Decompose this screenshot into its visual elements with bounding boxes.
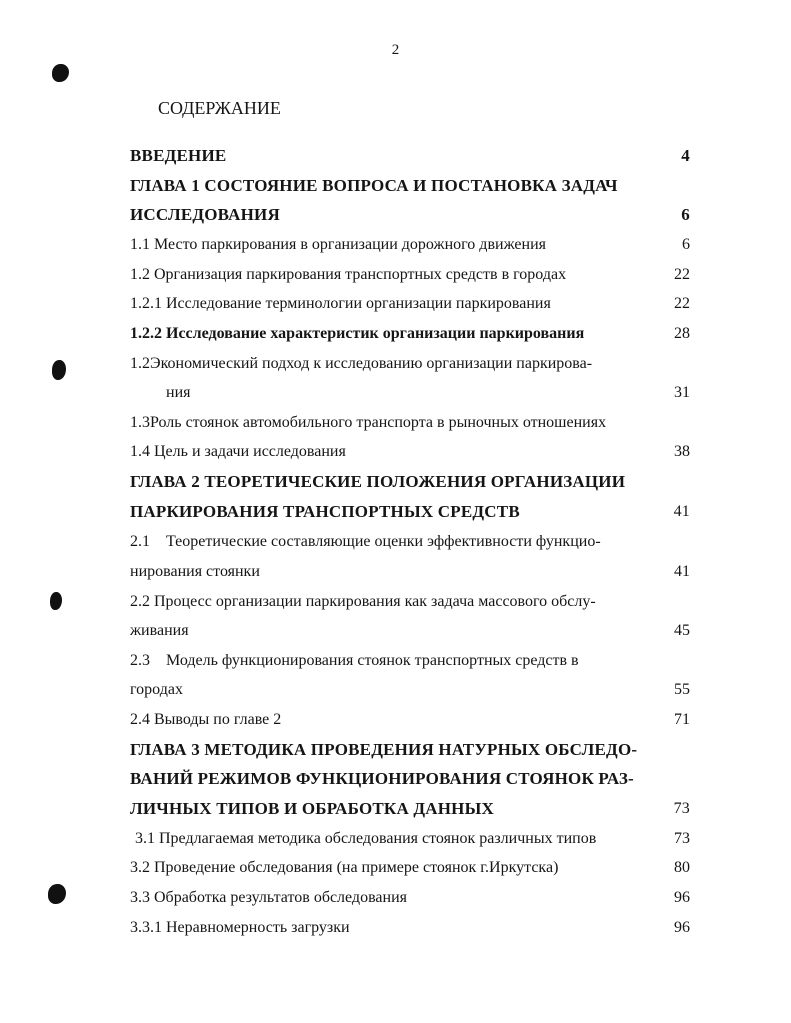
toc-entry-page: 4: [681, 146, 690, 165]
toc-entry-text: живания: [130, 622, 189, 639]
toc-entry-page: 55: [674, 681, 690, 698]
toc-entry-page: 73: [673, 800, 690, 817]
toc-entry-text: 1.2 Организация паркирования транспортных средств в городах: [130, 266, 567, 283]
toc-entry-text: 1.2Экономический подход к исследованию организации паркирова-: [130, 355, 593, 372]
toc-entry-page: 6: [681, 205, 690, 224]
scan-blot: [50, 592, 62, 610]
toc-entry-page: 71: [674, 711, 690, 728]
toc-entry-text: 2.1 Теоретические составляющие оценки эффективности функцио-: [130, 533, 601, 550]
toc-entry-text: 1.1 Место паркирования в организации дорожного движения: [130, 236, 546, 253]
toc-entry-text: 2.4 Выводы по главе 2: [130, 711, 282, 728]
toc-entry-text: ВАНИЙ РЕЖИМОВ ФУНКЦИОНИРОВАНИЯ СТОЯНОК РАЗ-: [130, 769, 634, 788]
scan-blot: [48, 884, 66, 904]
toc-entry-page: 22: [674, 266, 690, 283]
toc-title: СОДЕРЖАНИЕ: [158, 98, 281, 118]
toc-entry-text: 1.3Роль стоянок автомобильного транспорта в рыночных отношениях: [130, 414, 607, 431]
toc-entry-page: 22: [674, 295, 690, 312]
toc-entry-page: 38: [674, 443, 690, 460]
toc-entry-text: 3.3 Обработка результатов обследования: [130, 889, 407, 906]
toc-entry-text: 3.2 Проведение обследования (на примере стоянок г.Иркутска): [130, 859, 559, 876]
toc-entry-text: 2.2 Процесс организации паркирования как задача массового обслу-: [130, 593, 596, 610]
toc-entry-text: ЛИЧНЫХ ТИПОВ И ОБРАБОТКА ДАННЫХ: [130, 799, 494, 818]
toc-entry-text: 2.3 Модель функционирования стоянок транспортных средств в: [130, 652, 579, 669]
toc-entry-text: 1.2.2 Исследование характеристик организации паркирования: [130, 325, 585, 342]
toc-entry-text: 1.4 Цель и задачи исследования: [130, 443, 346, 460]
toc-entry-text: 3.3.1 Неравномерность загрузки: [130, 919, 350, 936]
toc-entry-text: ГЛАВА 1 СОСТОЯНИЕ ВОПРОСА И ПОСТАНОВКА ЗАДАЧ: [130, 176, 618, 195]
toc-entry-page: 80: [674, 859, 690, 876]
toc-entry-page: 41: [674, 563, 690, 580]
toc-entry-text: 3.1 Предлагаемая методика обследования стоянок различных типов: [135, 830, 597, 847]
toc-entry-text: ния: [166, 384, 191, 401]
toc-entry-page: 41: [673, 503, 690, 520]
toc-entry-page: 73: [674, 830, 690, 847]
toc-entry-page: 96: [674, 919, 690, 936]
toc-entry-page: 28: [674, 325, 690, 342]
page-number: 2: [391, 42, 400, 58]
toc-entry-text: ГЛАВА 2 ТЕОРЕТИЧЕСКИЕ ПОЛОЖЕНИЯ ОРГАНИЗАЦИИ: [130, 472, 626, 491]
toc-entry-text: нирования стоянки: [130, 563, 260, 580]
toc-entry-page: 96: [674, 889, 690, 906]
toc-entry-text: ИССЛЕДОВАНИЯ: [130, 205, 280, 224]
scan-blot: [52, 360, 66, 380]
toc-entry-page: 45: [674, 622, 690, 639]
toc-entry-text: ГЛАВА 3 МЕТОДИКА ПРОВЕДЕНИЯ НАТУРНЫХ ОБСЛЕДО-: [130, 740, 638, 759]
toc-entry-text: ВВЕДЕНИЕ: [130, 146, 227, 165]
scan-blot: [52, 64, 69, 82]
toc-entry-page: 6: [682, 236, 690, 253]
toc-entry-text: 1.2.1 Исследование терминологии организации паркирования: [130, 295, 551, 312]
toc-entry-page: 31: [674, 384, 690, 401]
toc-entry-text: городах: [130, 681, 183, 698]
toc-entry-text: ПАРКИРОВАНИЯ ТРАНСПОРТНЫХ СРЕДСТВ: [130, 502, 520, 521]
